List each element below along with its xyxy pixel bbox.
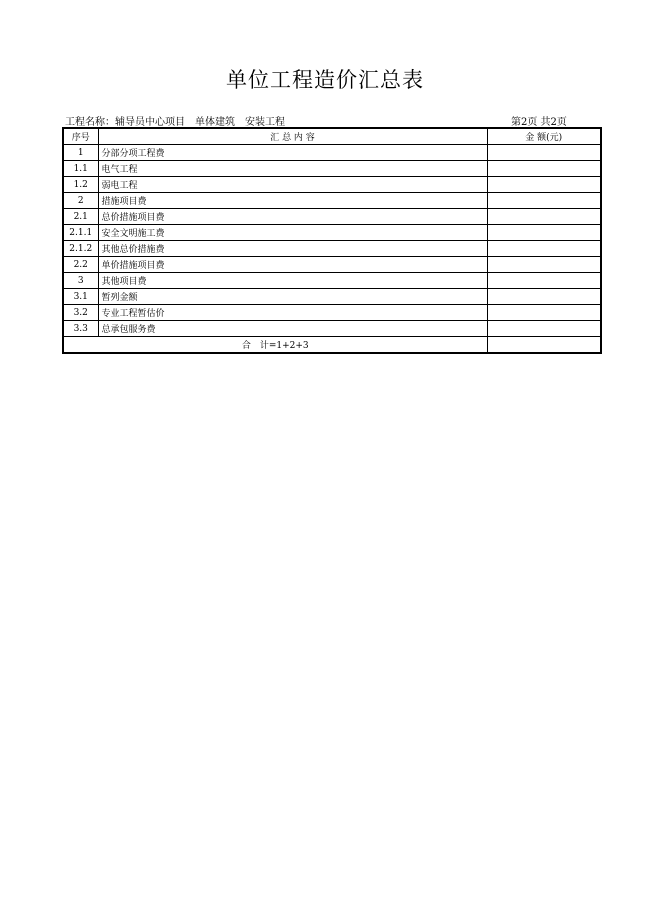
table-row xyxy=(63,241,601,257)
row-seq: 1 xyxy=(63,145,98,161)
table-row xyxy=(63,257,601,273)
row-amount xyxy=(487,289,601,305)
table-header-row xyxy=(63,128,601,145)
row-amount xyxy=(487,193,601,209)
row-content: 单价措施项目费 xyxy=(98,257,487,273)
row-seq: 3.1 xyxy=(63,289,98,305)
table-row xyxy=(63,321,601,337)
row-content: 弱电工程 xyxy=(98,177,487,193)
row-seq: 3.2 xyxy=(63,305,98,321)
row-amount xyxy=(487,225,601,241)
row-seq: 2.1.2 xyxy=(63,241,98,257)
row-amount xyxy=(487,257,601,273)
row-content: 总承包服务费 xyxy=(98,321,487,337)
row-seq: 1.1 xyxy=(63,161,98,177)
row-amount xyxy=(487,177,601,193)
row-amount xyxy=(487,241,601,257)
header-amount: 金 额(元) xyxy=(487,128,601,145)
row-content: 总价措施项目费 xyxy=(98,209,487,225)
row-content: 电气工程 xyxy=(98,161,487,177)
row-content: 安全文明施工费 xyxy=(98,225,487,241)
table-row xyxy=(63,209,601,225)
table-row xyxy=(63,161,601,177)
table-row xyxy=(63,145,601,161)
table-row xyxy=(63,225,601,241)
row-content: 专业工程暂估价 xyxy=(98,305,487,321)
row-amount xyxy=(487,161,601,177)
row-seq: 2.1 xyxy=(63,209,98,225)
row-amount xyxy=(487,321,601,337)
row-seq: 1.2 xyxy=(63,177,98,193)
row-seq: 2.2 xyxy=(63,257,98,273)
row-amount xyxy=(487,305,601,321)
project-name: 工程名称：辅导员中心项目 单体建筑 安装工程 xyxy=(65,117,285,128)
total-label: 合 计=1+2+3 xyxy=(63,337,487,354)
row-seq: 2.1.1 xyxy=(63,225,98,241)
cost-summary-table xyxy=(62,127,602,354)
header-seq: 序号 xyxy=(63,128,98,145)
table-row xyxy=(63,305,601,321)
row-content: 分部分项工程费 xyxy=(98,145,487,161)
row-content: 其他总价措施费 xyxy=(98,241,487,257)
row-content: 措施项目费 xyxy=(98,193,487,209)
table-row xyxy=(63,273,601,289)
document-title: 单位工程造价汇总表 xyxy=(226,68,424,92)
row-amount xyxy=(487,273,601,289)
row-amount xyxy=(487,209,601,225)
row-content: 暂列金额 xyxy=(98,289,487,305)
page-info: 第2页 共2页 xyxy=(511,117,567,128)
total-row xyxy=(63,337,601,354)
total-amount xyxy=(487,337,601,354)
row-seq: 3 xyxy=(63,273,98,289)
table-row xyxy=(63,193,601,209)
row-content: 其他项目费 xyxy=(98,273,487,289)
table-row xyxy=(63,177,601,193)
table-row xyxy=(63,289,601,305)
header-content: 汇 总 内 容 xyxy=(98,128,487,145)
row-amount xyxy=(487,145,601,161)
row-seq: 2 xyxy=(63,193,98,209)
row-seq: 3.3 xyxy=(63,321,98,337)
